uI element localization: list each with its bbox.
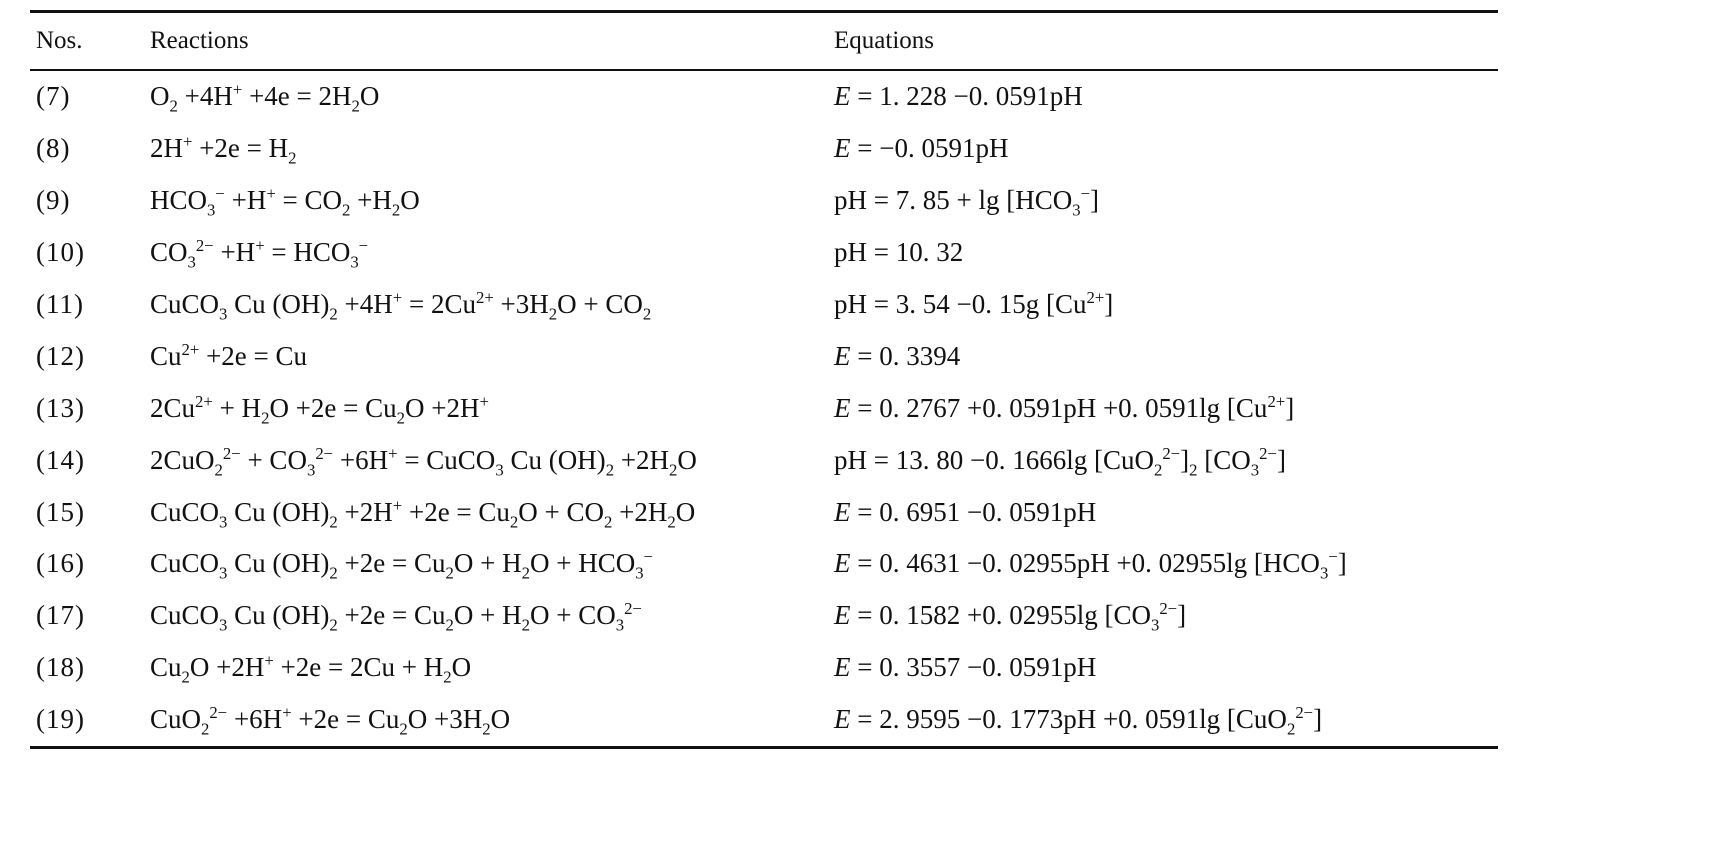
header-row	[30, 12, 1498, 71]
table-body	[30, 70, 1498, 747]
reactions-table	[30, 10, 1498, 749]
equation-cell: E = 0. 1582 +0. 02955lg $[CO_3^{2-}]$	[834, 599, 1187, 635]
table-row	[30, 175, 1498, 227]
table-row	[30, 434, 1498, 486]
reaction-cell: $2CuO_2^{2-} + CO_3^{2-} +6H^+$ = CuCO$_3$ Cu $(OH)_2 +2H_2O$	[150, 443, 697, 480]
equation-cell: pH = 3. 54 −0. 15g $[Cu^{2+}]$	[834, 288, 1114, 319]
row-number: (17)	[36, 600, 85, 631]
reaction-cell: $Cu^{2+} +2e = Cu$	[150, 339, 308, 371]
table-row	[30, 279, 1498, 331]
reaction-cell: CuCO$_3$ Cu $(OH)_2 +2e = Cu_2O + H_2O + HCO_3^-$	[150, 547, 654, 583]
row-number: (19)	[36, 704, 85, 735]
table-row	[30, 330, 1498, 382]
reaction-cell: $CuO_2^{2-} +6H^+ +2e = Cu_2O +3H_2O$	[150, 703, 511, 739]
row-number: (13)	[36, 392, 85, 423]
equation-cell: E = 0. 3557 −0. 0591pH	[834, 652, 1097, 683]
table-row	[30, 486, 1498, 538]
reaction-cell: CuCO$_3$ Cu $(OH)_2 +2H^+ +2e = Cu_2O + CO_2 +2H_2O$	[150, 495, 696, 531]
equation-cell: E = −0. 0591pH	[834, 133, 1009, 164]
reactions-table-container	[30, 10, 1498, 749]
table-row	[30, 123, 1498, 175]
equation-cell: E = 1. 228 −0. 0591pH	[834, 81, 1083, 112]
reaction-cell: CuCO$_3$ Cu $(OH)_2 +2e = Cu_2O + H_2O + CO_3^{2-}$	[150, 599, 642, 635]
row-number: (16)	[36, 548, 85, 579]
header-equations: Equations	[834, 27, 934, 54]
row-number: (18)	[36, 652, 85, 683]
header-nos: Nos.	[36, 27, 83, 54]
reaction-cell: CuCO$_3$ Cu $(OH)_2 +4H^+ = 2Cu^{2+} +3H_2O + CO_2$	[150, 288, 652, 324]
equation-cell: E = 2. 9595 −0. 1773pH +0. 0591lg [CuO$_2^{2-}$]	[834, 703, 1323, 739]
row-number: (12)	[36, 340, 85, 371]
reaction-cell: $2H^+ +2e = H_2$	[150, 132, 297, 168]
table-row	[30, 694, 1498, 747]
equation-cell: E = 0. 4631 −0. 02955pH +0. 02955lg $[HCO_3^-]$	[834, 547, 1347, 583]
table-row	[30, 538, 1498, 590]
table-row	[30, 642, 1498, 694]
header-reactions: Reactions	[150, 27, 249, 54]
row-number: (9)	[36, 185, 71, 216]
row-number: (10)	[36, 237, 85, 268]
row-number: (8)	[36, 133, 71, 164]
row-number: (15)	[36, 496, 85, 527]
table-row	[30, 382, 1498, 434]
equation-cell: pH = 13. 80 −0. 1666lg $[CuO_2^{2-}]_2$ $[CO_3^{2-}]$	[834, 443, 1286, 480]
reaction-cell: $O_2 +4H^+ +4e = 2H_2O$	[150, 80, 380, 116]
table-row	[30, 590, 1498, 642]
equation-cell: E = 0. 6951 −0. 0591pH	[834, 496, 1097, 527]
equation-cell: pH = 10. 32	[834, 237, 964, 268]
row-number: (14)	[36, 444, 85, 475]
equation-cell: E = 0. 2767 +0. 0591pH +0. 0591lg $[Cu^{2+}]$	[834, 391, 1295, 423]
equation-cell: E = 0. 3394	[834, 340, 961, 371]
row-number: (11)	[36, 289, 84, 319]
reaction-cell: $Cu_2O +2H^+ +2e = 2Cu + H_2O$	[150, 651, 472, 687]
reaction-cell: $CO_3^{2-} +H^+ = HCO_3^-$	[150, 236, 369, 272]
table-row	[30, 70, 1498, 123]
reaction-cell: $2Cu^{2+} + H_2O +2e = Cu_2O +2H^+$	[150, 391, 489, 428]
reaction-cell: $HCO_3^- +H^+ = CO_2 +H_2O$	[150, 184, 420, 220]
row-number: (7)	[36, 81, 71, 112]
table-row	[30, 227, 1498, 279]
table-header	[30, 12, 1498, 71]
equation-cell: pH = 7. $85 + \lg [HCO_3^-]$	[834, 184, 1100, 220]
